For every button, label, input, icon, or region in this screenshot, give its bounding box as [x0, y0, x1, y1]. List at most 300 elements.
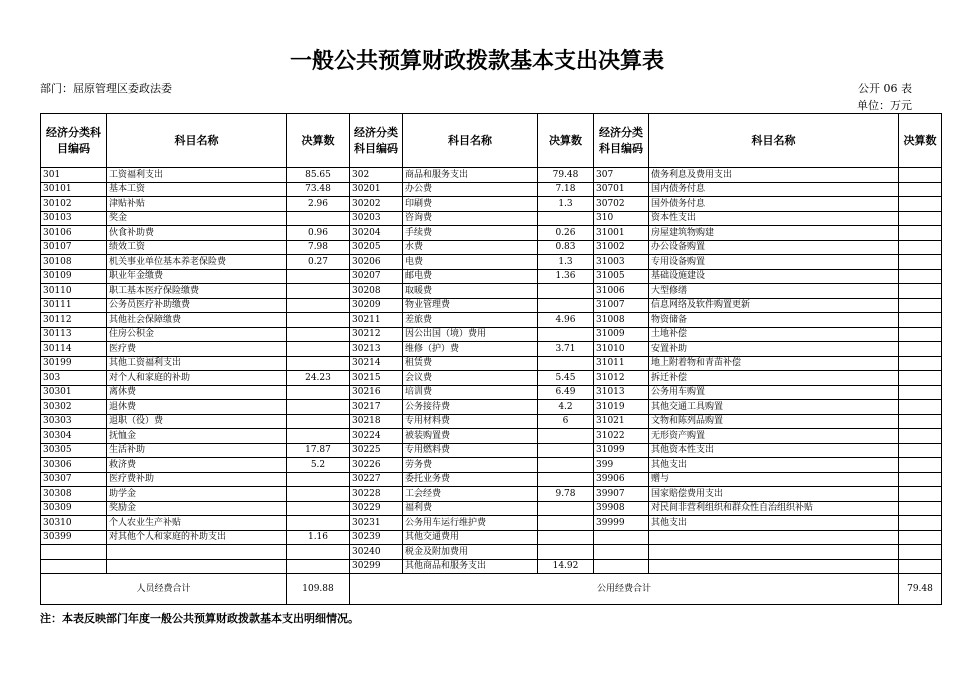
cell-code: 303: [41, 371, 107, 386]
cell-amount: [899, 429, 942, 444]
cell-name: 租赁费: [403, 356, 538, 371]
table-row: [41, 240, 942, 255]
cell-amount: [287, 472, 350, 487]
cell-name: 基础设施建设: [649, 269, 899, 284]
cell-name: 个人农业生产补贴: [107, 516, 287, 531]
cell-amount: [287, 487, 350, 502]
cell-code: 30208: [350, 284, 403, 299]
cell-code: 31001: [594, 226, 649, 241]
cell-name: 委托业务费: [403, 472, 538, 487]
header-code-2: 经济分类科目编码: [350, 114, 403, 168]
cell-amount: [899, 371, 942, 386]
cell-amount: 0.27: [287, 255, 350, 270]
cell-code: 31006: [594, 284, 649, 299]
cell-amount: [287, 211, 350, 226]
cell-amount: [899, 472, 942, 487]
cell-code: 31022: [594, 429, 649, 444]
cell-code: 30113: [41, 327, 107, 342]
table-row: [41, 182, 942, 197]
cell-name: 拆迁补偿: [649, 371, 899, 386]
table-row: [41, 516, 942, 531]
cell-name: 土地补偿: [649, 327, 899, 342]
cell-name: [107, 559, 287, 574]
cell-code: 30227: [350, 472, 403, 487]
cell-code: 302: [350, 168, 403, 183]
cell-code: 30107: [41, 240, 107, 255]
table-header-row: [41, 114, 942, 168]
cell-name: 抚恤金: [107, 429, 287, 444]
cell-amount: [899, 516, 942, 531]
cell-code: 30239: [350, 530, 403, 545]
cell-code: 31005: [594, 269, 649, 284]
cell-name: 取暖费: [403, 284, 538, 299]
table-row: [41, 559, 942, 574]
cell-code: 30102: [41, 197, 107, 212]
table-row: [41, 371, 942, 386]
cell-code: 30302: [41, 400, 107, 415]
cell-name: 公务接待费: [403, 400, 538, 415]
cell-code: 30201: [350, 182, 403, 197]
table-row: [41, 327, 942, 342]
cell-code: [41, 545, 107, 560]
cell-amount: [287, 414, 350, 429]
cell-name: 税金及附加费用: [403, 545, 538, 560]
cell-code: 30114: [41, 342, 107, 357]
cell-name: 工资福利支出: [107, 168, 287, 183]
cell-code: 30112: [41, 313, 107, 328]
cell-code: 31099: [594, 443, 649, 458]
footnote: 注：本表反映部门年度一般公共预算财政拨款基本支出明细情况。: [40, 612, 359, 625]
header-amount-1: 决算数: [287, 114, 350, 168]
cell-code: 30399: [41, 530, 107, 545]
cell-amount: [899, 298, 942, 313]
cell-amount: [287, 400, 350, 415]
cell-code: 30204: [350, 226, 403, 241]
cell-code: 30206: [350, 255, 403, 270]
cell-amount: [287, 516, 350, 531]
cell-name: 差旅费: [403, 313, 538, 328]
cell-name: 退休费: [107, 400, 287, 415]
cell-amount: 1.36: [538, 269, 594, 284]
cell-amount: [899, 356, 942, 371]
cell-name: 国家赔偿费用支出: [649, 487, 899, 502]
cell-name: 机关事业单位基本养老保险费: [107, 255, 287, 270]
cell-amount: 7.18: [538, 182, 594, 197]
cell-code: 30203: [350, 211, 403, 226]
cell-name: 医疗费: [107, 342, 287, 357]
cell-amount: [899, 443, 942, 458]
cell-amount: [538, 429, 594, 444]
cell-amount: [899, 211, 942, 226]
cell-name: 助学金: [107, 487, 287, 502]
cell-amount: 3.71: [538, 342, 594, 357]
cell-code: 30211: [350, 313, 403, 328]
cell-code: 30226: [350, 458, 403, 473]
cell-amount: [538, 545, 594, 560]
cell-name: 信息网络及软件购置更新: [649, 298, 899, 313]
cell-name: 房屋建筑物购建: [649, 226, 899, 241]
cell-name: 邮电费: [403, 269, 538, 284]
cell-name: 培训费: [403, 385, 538, 400]
table-row: [41, 414, 942, 429]
cell-amount: 17.87: [287, 443, 350, 458]
cell-name: 其他工资福利支出: [107, 356, 287, 371]
cell-code: [594, 545, 649, 560]
cell-name: 水费: [403, 240, 538, 255]
department-label: 部门：屈原管理区委政法委: [40, 82, 172, 95]
cell-name: 专用材料费: [403, 414, 538, 429]
cell-code: 30303: [41, 414, 107, 429]
cell-code: 31021: [594, 414, 649, 429]
cell-amount: [538, 356, 594, 371]
table-row: [41, 284, 942, 299]
cell-amount: 24.23: [287, 371, 350, 386]
cell-name: [649, 559, 899, 574]
cell-amount: [287, 385, 350, 400]
cell-name: 大型修缮: [649, 284, 899, 299]
cell-amount: 0.96: [287, 226, 350, 241]
cell-amount: [899, 197, 942, 212]
cell-name: 地上附着物和青苗补偿: [649, 356, 899, 371]
cell-code: 30304: [41, 429, 107, 444]
cell-code: 30309: [41, 501, 107, 516]
cell-name: 商品和服务支出: [403, 168, 538, 183]
cell-code: 39908: [594, 501, 649, 516]
cell-name: 对其他个人和家庭的补助支出: [107, 530, 287, 545]
cell-code: 30205: [350, 240, 403, 255]
cell-amount: 1.3: [538, 255, 594, 270]
cell-amount: [899, 530, 942, 545]
cell-name: 国外债务付息: [649, 197, 899, 212]
cell-name: 伙食补助费: [107, 226, 287, 241]
cell-amount: [287, 327, 350, 342]
cell-code: 30225: [350, 443, 403, 458]
cell-code: 30110: [41, 284, 107, 299]
cell-code: 31003: [594, 255, 649, 270]
cell-amount: [899, 559, 942, 574]
cell-code: 30216: [350, 385, 403, 400]
cell-code: 30224: [350, 429, 403, 444]
cell-name: 文物和陈列品购置: [649, 414, 899, 429]
cell-code: 31012: [594, 371, 649, 386]
cell-name: 离休费: [107, 385, 287, 400]
cell-name: 职业年金缴费: [107, 269, 287, 284]
cell-amount: [287, 559, 350, 574]
cell-amount: [899, 255, 942, 270]
cell-code: 30306: [41, 458, 107, 473]
cell-name: 专用燃料费: [403, 443, 538, 458]
header-amount-2: 决算数: [538, 114, 594, 168]
cell-amount: 4.96: [538, 313, 594, 328]
cell-code: 30109: [41, 269, 107, 284]
cell-amount: 2.96: [287, 197, 350, 212]
cell-code: 30310: [41, 516, 107, 531]
table-row: [41, 197, 942, 212]
cell-amount: [287, 356, 350, 371]
cell-name: 物资储备: [649, 313, 899, 328]
cell-name: 因公出国（境）费用: [403, 327, 538, 342]
cell-name: 救济费: [107, 458, 287, 473]
cell-code: 39907: [594, 487, 649, 502]
cell-name: 绩效工资: [107, 240, 287, 255]
cell-name: 奖励金: [107, 501, 287, 516]
cell-name: 对个人和家庭的补助: [107, 371, 287, 386]
cell-amount: [287, 342, 350, 357]
cell-name: 物业管理费: [403, 298, 538, 313]
cell-code: 39999: [594, 516, 649, 531]
cell-code: 399: [594, 458, 649, 473]
table-row: [41, 356, 942, 371]
cell-code: 30228: [350, 487, 403, 502]
cell-code: 30103: [41, 211, 107, 226]
table-row: [41, 313, 942, 328]
cell-amount: [899, 545, 942, 560]
cell-amount: [287, 284, 350, 299]
header-name-1: 科目名称: [107, 114, 287, 168]
cell-code: 30218: [350, 414, 403, 429]
cell-code: 31019: [594, 400, 649, 415]
cell-name: [107, 545, 287, 560]
public-total-value: 79.48: [899, 574, 942, 605]
cell-amount: 5.45: [538, 371, 594, 386]
personnel-total-label: 人员经费合计: [41, 574, 287, 605]
cell-code: 30101: [41, 182, 107, 197]
public-total-label: 公用经费合计: [350, 574, 899, 605]
cell-name: 债务利息及费用支出: [649, 168, 899, 183]
cell-name: 赠与: [649, 472, 899, 487]
cell-amount: [538, 327, 594, 342]
table-row: [41, 168, 942, 183]
cell-code: 30217: [350, 400, 403, 415]
cell-name: 资本性支出: [649, 211, 899, 226]
cell-code: 31002: [594, 240, 649, 255]
cell-code: 31010: [594, 342, 649, 357]
cell-name: 劳务费: [403, 458, 538, 473]
cell-amount: [899, 182, 942, 197]
cell-amount: [538, 298, 594, 313]
cell-code: 31011: [594, 356, 649, 371]
cell-amount: [538, 530, 594, 545]
cell-name: 办公设备购置: [649, 240, 899, 255]
cell-name: 其他交通费用: [403, 530, 538, 545]
table-row: [41, 501, 942, 516]
cell-code: 301: [41, 168, 107, 183]
cell-amount: 0.26: [538, 226, 594, 241]
table-row: [41, 385, 942, 400]
cell-name: 其他商品和服务支出: [403, 559, 538, 574]
table-row: [41, 226, 942, 241]
header-code-1: 经济分类科目编码: [41, 114, 107, 168]
cell-code: 30307: [41, 472, 107, 487]
cell-amount: [899, 327, 942, 342]
cell-name: 其他支出: [649, 516, 899, 531]
cell-name: 其他资本性支出: [649, 443, 899, 458]
cell-name: 无形资产购置: [649, 429, 899, 444]
cell-code: 30213: [350, 342, 403, 357]
cell-name: 会议费: [403, 371, 538, 386]
cell-amount: [287, 501, 350, 516]
cell-amount: [287, 429, 350, 444]
cell-amount: [287, 269, 350, 284]
cell-amount: [899, 240, 942, 255]
cell-name: 印刷费: [403, 197, 538, 212]
cell-amount: [899, 458, 942, 473]
cell-amount: [899, 414, 942, 429]
cell-name: 其他社会保障缴费: [107, 313, 287, 328]
cell-amount: 1.3: [538, 197, 594, 212]
cell-code: 30215: [350, 371, 403, 386]
cell-code: 310: [594, 211, 649, 226]
header-name-3: 科目名称: [649, 114, 899, 168]
cell-amount: 85.65: [287, 168, 350, 183]
table-row: [41, 255, 942, 270]
cell-name: 公务员医疗补助缴费: [107, 298, 287, 313]
cell-amount: [899, 284, 942, 299]
cell-code: 30202: [350, 197, 403, 212]
table-row: [41, 269, 942, 284]
cell-amount: [538, 284, 594, 299]
table-row: [41, 342, 942, 357]
cell-code: 30108: [41, 255, 107, 270]
totals-row: [41, 574, 942, 605]
cell-amount: [538, 472, 594, 487]
cell-amount: [287, 545, 350, 560]
table-row: [41, 530, 942, 545]
cell-name: 手续费: [403, 226, 538, 241]
cell-name: 基本工资: [107, 182, 287, 197]
cell-amount: 9.78: [538, 487, 594, 502]
cell-amount: 6: [538, 414, 594, 429]
cell-code: 30305: [41, 443, 107, 458]
cell-code: 30106: [41, 226, 107, 241]
cell-amount: [538, 501, 594, 516]
unit-label: 单位：万元: [857, 99, 912, 112]
cell-code: 30701: [594, 182, 649, 197]
cell-name: [649, 530, 899, 545]
cell-amount: [287, 298, 350, 313]
cell-name: 其他支出: [649, 458, 899, 473]
cell-amount: 6.49: [538, 385, 594, 400]
cell-name: [649, 545, 899, 560]
cell-name: 职工基本医疗保险缴费: [107, 284, 287, 299]
cell-amount: [899, 313, 942, 328]
header-name-2: 科目名称: [403, 114, 538, 168]
cell-code: 30209: [350, 298, 403, 313]
personnel-total-value: 109.88: [287, 574, 350, 605]
cell-name: 公务用车运行维护费: [403, 516, 538, 531]
cell-name: 奖金: [107, 211, 287, 226]
cell-code: 30702: [594, 197, 649, 212]
table-row: [41, 487, 942, 502]
cell-amount: [899, 269, 942, 284]
cell-name: 国内债务付息: [649, 182, 899, 197]
cell-amount: 7.98: [287, 240, 350, 255]
cell-amount: 4.2: [538, 400, 594, 415]
cell-code: 30214: [350, 356, 403, 371]
table-row: [41, 298, 942, 313]
cell-code: 31013: [594, 385, 649, 400]
cell-name: 咨询费: [403, 211, 538, 226]
cell-amount: [538, 516, 594, 531]
cell-code: [594, 559, 649, 574]
cell-code: 307: [594, 168, 649, 183]
cell-amount: [899, 342, 942, 357]
cell-code: 31009: [594, 327, 649, 342]
table-row: [41, 400, 942, 415]
cell-amount: [287, 313, 350, 328]
cell-code: 30229: [350, 501, 403, 516]
cell-amount: [899, 168, 942, 183]
cell-name: 医疗费补助: [107, 472, 287, 487]
cell-amount: [899, 226, 942, 241]
cell-name: 生活补助: [107, 443, 287, 458]
cell-name: 办公费: [403, 182, 538, 197]
cell-name: 退职（役）费: [107, 414, 287, 429]
cell-name: 津贴补贴: [107, 197, 287, 212]
header-code-3: 经济分类科目编码: [594, 114, 649, 168]
cell-code: 39906: [594, 472, 649, 487]
cell-amount: 5.2: [287, 458, 350, 473]
cell-amount: 1.16: [287, 530, 350, 545]
cell-amount: [538, 458, 594, 473]
cell-amount: 14.92: [538, 559, 594, 574]
cell-name: 电费: [403, 255, 538, 270]
cell-amount: [538, 211, 594, 226]
cell-amount: [899, 501, 942, 516]
cell-name: 被装购置费: [403, 429, 538, 444]
cell-code: 30299: [350, 559, 403, 574]
cell-code: 30231: [350, 516, 403, 531]
cell-name: 对民间非营利组织和群众性自治组织补贴: [649, 501, 899, 516]
cell-name: 公务用车购置: [649, 385, 899, 400]
cell-amount: [899, 400, 942, 415]
cell-amount: [538, 443, 594, 458]
header-amount-3: 决算数: [899, 114, 942, 168]
cell-amount: 0.83: [538, 240, 594, 255]
table-row: [41, 429, 942, 444]
cell-code: 30111: [41, 298, 107, 313]
cell-code: 31007: [594, 298, 649, 313]
cell-code: 30199: [41, 356, 107, 371]
table-row: [41, 458, 942, 473]
table-row: [41, 472, 942, 487]
cell-amount: 79.48: [538, 168, 594, 183]
cell-name: 专用设备购置: [649, 255, 899, 270]
table-row: [41, 211, 942, 226]
page-title: 一般公共预算财政拨款基本支出决算表: [289, 49, 664, 74]
cell-amount: 73.48: [287, 182, 350, 197]
cell-name: 福利费: [403, 501, 538, 516]
cell-code: [41, 559, 107, 574]
cell-code: 31008: [594, 313, 649, 328]
table-row: [41, 545, 942, 560]
cell-name: 安置补助: [649, 342, 899, 357]
cell-code: [594, 530, 649, 545]
cell-code: 30301: [41, 385, 107, 400]
cell-name: 其他交通工具购置: [649, 400, 899, 415]
cell-name: 工会经费: [403, 487, 538, 502]
cell-code: 30308: [41, 487, 107, 502]
cell-code: 30240: [350, 545, 403, 560]
expenditure-table: [40, 113, 942, 605]
cell-code: 30212: [350, 327, 403, 342]
cell-code: 30207: [350, 269, 403, 284]
table-row: [41, 443, 942, 458]
form-number: 公开 06 表: [858, 82, 912, 95]
cell-amount: [899, 385, 942, 400]
cell-amount: [899, 487, 942, 502]
cell-name: 住房公积金: [107, 327, 287, 342]
